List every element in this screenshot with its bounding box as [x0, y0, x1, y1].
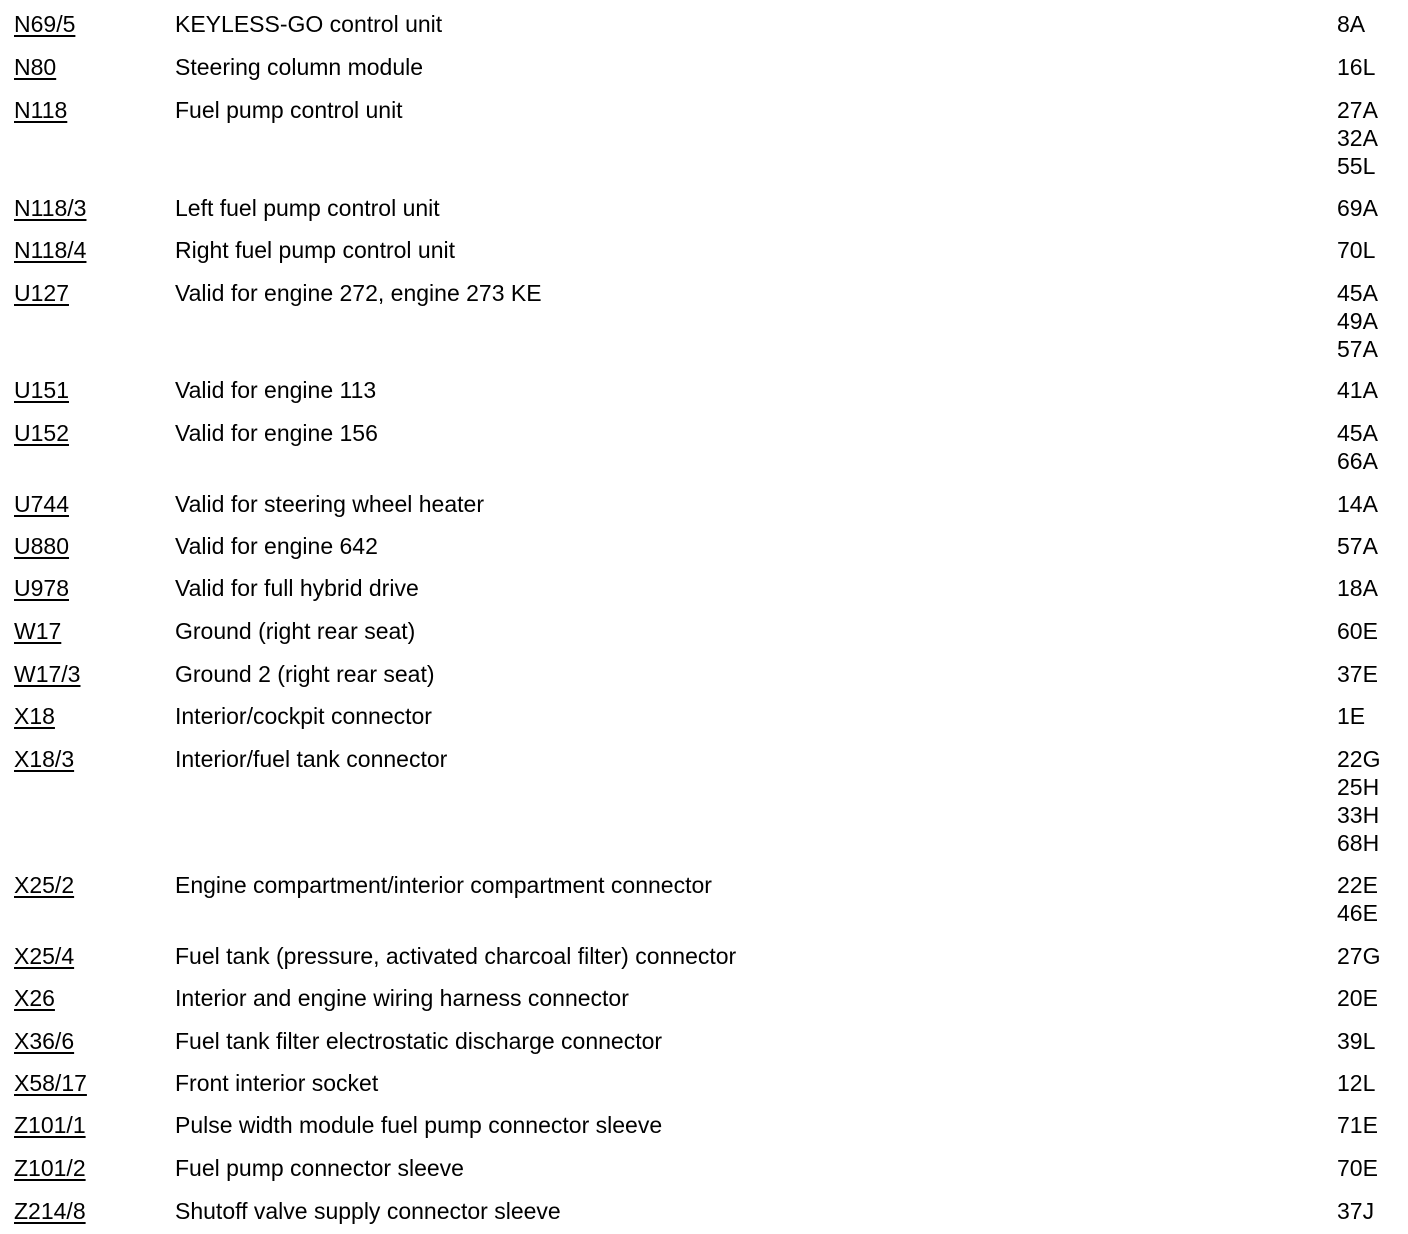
- component-description: Steering column module: [175, 54, 424, 80]
- grid-reference: 46E: [1337, 900, 1378, 926]
- grid-reference-list: [1337, 490, 1378, 518]
- component-description: Interior/cockpit connector: [175, 703, 432, 729]
- component-description: Fuel tank filter electrostatic discharge connector: [175, 1028, 663, 1054]
- grid-reference-list: [1337, 53, 1375, 81]
- grid-reference-list: [1337, 871, 1378, 927]
- component-code-link[interactable]: Z101/2: [14, 1155, 86, 1181]
- grid-reference-list: [1337, 10, 1365, 38]
- grid-reference-list: [1337, 984, 1378, 1012]
- component-code-link[interactable]: X18: [14, 703, 55, 729]
- component-description: Valid for engine 113: [175, 377, 377, 403]
- grid-reference: 41A: [1337, 377, 1378, 403]
- component-code-link[interactable]: X58/17: [14, 1070, 87, 1096]
- grid-reference: 69A: [1337, 195, 1378, 221]
- component-code-link[interactable]: Z214/8: [14, 1198, 86, 1224]
- grid-reference-list: [1337, 1069, 1375, 1097]
- component-description: Ground 2 (right rear seat): [175, 661, 435, 687]
- component-code-link[interactable]: W17/3: [14, 661, 81, 687]
- grid-reference: 57A: [1337, 533, 1378, 559]
- component-code-link[interactable]: X18/3: [14, 746, 75, 772]
- component-code-link[interactable]: U880: [14, 533, 69, 559]
- grid-reference: 70L: [1337, 237, 1376, 263]
- component-code-link[interactable]: N118: [14, 97, 68, 123]
- grid-reference-list: [1337, 702, 1365, 730]
- component-description: Valid for engine 272, engine 273 KE: [175, 280, 542, 306]
- component-code-link[interactable]: U744: [14, 491, 69, 517]
- component-description: Fuel tank (pressure, activated charcoal filter) connector: [175, 943, 737, 969]
- component-code-link[interactable]: U152: [14, 420, 69, 446]
- grid-reference: 27G: [1337, 943, 1381, 969]
- component-description: Shutoff valve supply connector sleeve: [175, 1198, 561, 1224]
- component-description: Valid for full hybrid drive: [175, 575, 419, 601]
- component-description: Ground (right rear seat): [175, 618, 416, 644]
- grid-reference-list: [1337, 1111, 1378, 1139]
- component-code-link[interactable]: X26: [14, 985, 55, 1011]
- grid-reference: 37J: [1337, 1198, 1375, 1224]
- grid-reference-list: [1337, 532, 1378, 560]
- grid-reference-list: [1337, 574, 1378, 602]
- component-description: KEYLESS-GO control unit: [175, 11, 443, 37]
- grid-reference: 70E: [1337, 1155, 1378, 1181]
- grid-reference-list: [1337, 96, 1378, 180]
- grid-reference: 22G: [1337, 746, 1381, 772]
- grid-reference: 71E: [1337, 1112, 1378, 1138]
- component-description: Interior/fuel tank connector: [175, 746, 448, 772]
- component-code-link[interactable]: U978: [14, 575, 69, 601]
- grid-reference: 20E: [1337, 985, 1378, 1011]
- grid-reference: 27A: [1337, 97, 1378, 123]
- component-code-link[interactable]: Z101/1: [14, 1112, 86, 1138]
- grid-reference-list: [1337, 660, 1378, 688]
- component-code-link[interactable]: U151: [14, 377, 69, 403]
- grid-reference: 8A: [1337, 11, 1366, 37]
- component-code-link[interactable]: U127: [14, 280, 69, 306]
- grid-reference-list: [1337, 376, 1378, 404]
- component-code-link[interactable]: N80: [14, 54, 57, 80]
- grid-reference-list: [1337, 279, 1378, 363]
- grid-reference-list: [1337, 236, 1375, 264]
- component-description: Interior and engine wiring harness connector: [175, 985, 629, 1011]
- grid-reference: 18A: [1337, 575, 1378, 601]
- grid-reference-list: [1337, 194, 1378, 222]
- component-description: Fuel pump control unit: [175, 97, 403, 123]
- component-description: Front interior socket: [175, 1070, 379, 1096]
- component-code-link[interactable]: X36/6: [14, 1028, 75, 1054]
- grid-reference: 37E: [1337, 661, 1378, 687]
- component-description: Valid for engine 642: [175, 533, 378, 559]
- grid-reference-list: [1337, 617, 1378, 645]
- grid-reference: 33H: [1337, 802, 1380, 828]
- component-description: Pulse width module fuel pump connector sleeve: [175, 1112, 663, 1138]
- grid-reference-list: [1337, 1154, 1378, 1182]
- grid-reference: 16L: [1337, 54, 1376, 80]
- component-description: Valid for engine 156: [175, 420, 378, 446]
- grid-reference: 14A: [1337, 491, 1378, 517]
- grid-reference: 66A: [1337, 448, 1378, 474]
- grid-reference: 25H: [1337, 774, 1380, 800]
- grid-reference-list: [1337, 1027, 1375, 1055]
- component-description: Right fuel pump control unit: [175, 237, 455, 263]
- component-description: Valid for steering wheel heater: [175, 491, 484, 517]
- grid-reference: 12L: [1337, 1070, 1376, 1096]
- grid-reference-list: [1337, 745, 1380, 857]
- grid-reference: 60E: [1337, 618, 1378, 644]
- grid-reference-list: [1337, 1197, 1374, 1225]
- grid-reference: 57A: [1337, 336, 1378, 362]
- grid-reference: 45A: [1337, 280, 1378, 306]
- component-code-link[interactable]: N118/3: [14, 195, 87, 221]
- grid-reference-list: [1337, 419, 1378, 475]
- grid-reference: 22E: [1337, 872, 1378, 898]
- grid-reference: 55L: [1337, 153, 1376, 179]
- component-description: Left fuel pump control unit: [175, 195, 440, 221]
- component-code-link[interactable]: N69/5: [14, 11, 76, 37]
- component-description: Engine compartment/interior compartment connector: [175, 872, 712, 898]
- component-code-link[interactable]: X25/2: [14, 872, 75, 898]
- grid-reference-list: [1337, 942, 1380, 970]
- grid-reference: 49A: [1337, 308, 1378, 334]
- grid-reference: 39L: [1337, 1028, 1376, 1054]
- grid-reference: 68H: [1337, 830, 1380, 856]
- grid-reference: 45A: [1337, 420, 1378, 446]
- grid-reference: 1E: [1337, 703, 1366, 729]
- component-code-link[interactable]: N118/4: [14, 237, 87, 263]
- grid-reference: 32A: [1337, 125, 1378, 151]
- component-code-link[interactable]: W17: [14, 618, 62, 644]
- component-code-link[interactable]: X25/4: [14, 943, 75, 969]
- component-description: Fuel pump connector sleeve: [175, 1155, 464, 1181]
